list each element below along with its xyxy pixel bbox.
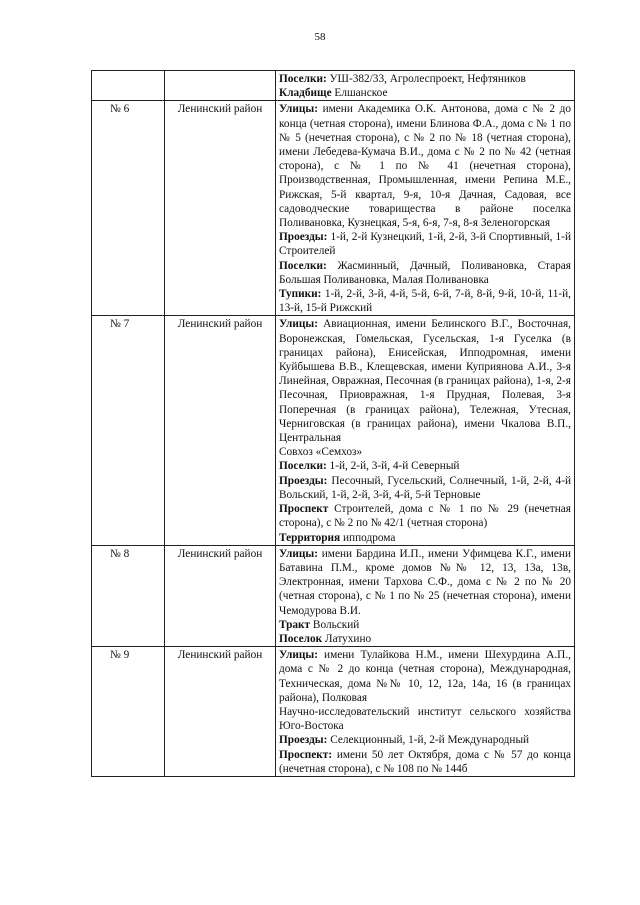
- table-row: [92, 316, 575, 545]
- boundary-section: [279, 445, 571, 459]
- row-number: № 9: [92, 647, 165, 777]
- section-text: ипподрома: [340, 531, 396, 544]
- section-label: Улицы:: [279, 649, 318, 662]
- page-number: 58: [314, 31, 326, 43]
- section-label: Поселки:: [279, 259, 327, 272]
- section-label: Проспект: [279, 503, 329, 516]
- section-label: Тракт: [279, 618, 311, 631]
- district-name: [165, 71, 276, 101]
- boundary-section: [279, 459, 571, 473]
- boundary-section: [279, 86, 571, 100]
- boundary-section: [279, 531, 571, 545]
- section-text: 1-й, 2-й, 3-й, 4-й Северный: [326, 460, 460, 473]
- boundary-section: [279, 72, 571, 86]
- section-label: Улицы:: [279, 103, 318, 116]
- section-label: Поселки:: [279, 460, 327, 473]
- boundary-description: [276, 101, 575, 316]
- table-row: [92, 647, 575, 777]
- boundary-description: [276, 316, 575, 545]
- boundary-section: [279, 547, 571, 618]
- section-text: 1-й, 2-й, 3-й, 4-й, 5-й, 6-й, 7-й, 8-й, 9-й, 10-й, 11-й, 13-й, 15-й Рижский: [279, 288, 571, 315]
- section-label: Проезды:: [279, 474, 328, 487]
- district-table: [91, 70, 575, 777]
- section-label: Проспект:: [279, 748, 333, 761]
- boundary-section: [279, 474, 571, 502]
- table-row: [92, 71, 575, 101]
- row-number: № 7: [92, 316, 165, 545]
- boundary-section: [279, 259, 571, 287]
- boundary-section: [279, 502, 571, 530]
- section-label: Улицы:: [279, 318, 318, 331]
- section-text: Авиационная, имени Белинского В.Г., Восточная, Воронежская, Гомельская, Гусельская, 1-я Гуселка (в границах района), Енисейская, Ипподромная, имени Куйбышева В.В., Клещевская, имени Куприянова А.И., 3-я Линейная, Овражная, Песочная (в границах района), 1-я, 2-я Песочная, Приовражная, 1-я Прудная, Полевая, 3-я Поперечная (в границах района), Тележная, Утесная, Черниговская (в границах района), имени Чкалова В.П., Центральная: [279, 318, 571, 445]
- section-text: Селекционный, 1-й, 2-й Международный: [327, 734, 530, 747]
- boundary-section: [279, 317, 571, 445]
- boundary-section: [279, 705, 571, 733]
- district-name: Ленинский район: [165, 647, 276, 777]
- section-label: Тупики:: [279, 288, 322, 301]
- section-text: Научно-исследовательский институт сельского хозяйства Юго-Востока: [279, 705, 571, 733]
- section-text: Вольский: [310, 618, 360, 631]
- section-label: Территория: [279, 531, 341, 544]
- row-number: № 6: [92, 101, 165, 316]
- boundary-section: [279, 287, 571, 315]
- boundary-section: [279, 733, 571, 747]
- boundary-description: [276, 545, 575, 646]
- boundary-section: [279, 102, 571, 230]
- boundary-description: [276, 647, 575, 777]
- section-text: Елшанское: [331, 87, 388, 100]
- boundary-section: [279, 618, 571, 632]
- section-label: Проезды:: [279, 734, 328, 747]
- boundary-section: [279, 230, 571, 258]
- section-text: Латухино: [322, 632, 372, 645]
- boundary-section: [279, 632, 571, 646]
- section-text: Совхоз «Семхоз»: [279, 446, 363, 459]
- section-text: Песочный, Гусельский, Солнечный, 1-й, 2-й, 4-й Вольский, 1-й, 2-й, 3-й, 4-й, 5-й Терновые: [279, 474, 571, 501]
- boundary-section: [279, 648, 571, 705]
- section-text: УШ-382/33, Агролеспроект, Нефтяников: [326, 73, 526, 85]
- section-label: Поселок: [279, 632, 323, 645]
- boundary-description: [276, 71, 575, 101]
- section-label: Улицы:: [279, 547, 318, 560]
- table-row: [92, 545, 575, 646]
- boundary-section: [279, 748, 571, 776]
- section-label: Поселки:: [279, 73, 327, 85]
- section-label: Кладбище: [279, 87, 332, 100]
- district-name: Ленинский район: [165, 316, 276, 545]
- district-name: Ленинский район: [165, 545, 276, 646]
- section-text: Жасминный, Дачный, Поливановка, Старая Большая Поливановка, Малая Поливановка: [279, 259, 571, 286]
- section-text: имени Бардина И.П., имени Уфимцева К.Г., имени Батавина П.М., кроме домов №№ 12, 13, 13а, 13в, Электронная, имени Тархова С.Ф., дома с № 2 по № 20 (четная сторона), с № 1 по № 25 (нечетная сторона), имени Чемодурова В.И.: [279, 547, 571, 617]
- section-text: имени Тулайкова Н.М., имени Шехурдина А.П., дома с № 2 до конца (четная сторона), Международная, Техническая, дома №№ 10, 12, 12а, 14а, 16 (в границах района), Полковая: [279, 649, 571, 704]
- section-text: имени Академика О.К. Антонова, дома с № 2 до конца (четная сторона), имени Блинова Ф.А., дома с № 1 по № 5 (нечетная сторона), с № 2 по № 18 (четная сторона), имени Лебедева-Кумача В.И., дома с № 2 по № 42 (четная сторона), с № 1 по № 41 (нечетная сторона), Производственная, Промышленная, имени Репина М.Е., Рижская, 5-й квартал, 9-я, 10-я Дачная, Садовая, все садоводческие товарищества в районе поселка Поливановка, Кузнецкая, 5-я, 6-я, 7-я, 8-я Зеленогорская: [279, 103, 571, 230]
- table-row: [92, 101, 575, 316]
- section-text: Строителей, дома с № 1 по № 29 (нечетная сторона), с № 2 по № 42/1 (четная сторона): [279, 503, 571, 530]
- row-number: [92, 71, 165, 101]
- section-text: имени 50 лет Октября, дома с № 57 до конца (нечетная сторона), с № 108 по № 144б: [279, 748, 571, 775]
- row-number: № 8: [92, 545, 165, 646]
- section-text: 1-й, 2-й Кузнецкий, 1-й, 2-й, 3-й Спортивный, 1-й Строителей: [279, 231, 571, 258]
- district-name: Ленинский район: [165, 101, 276, 316]
- section-label: Проезды:: [279, 231, 328, 244]
